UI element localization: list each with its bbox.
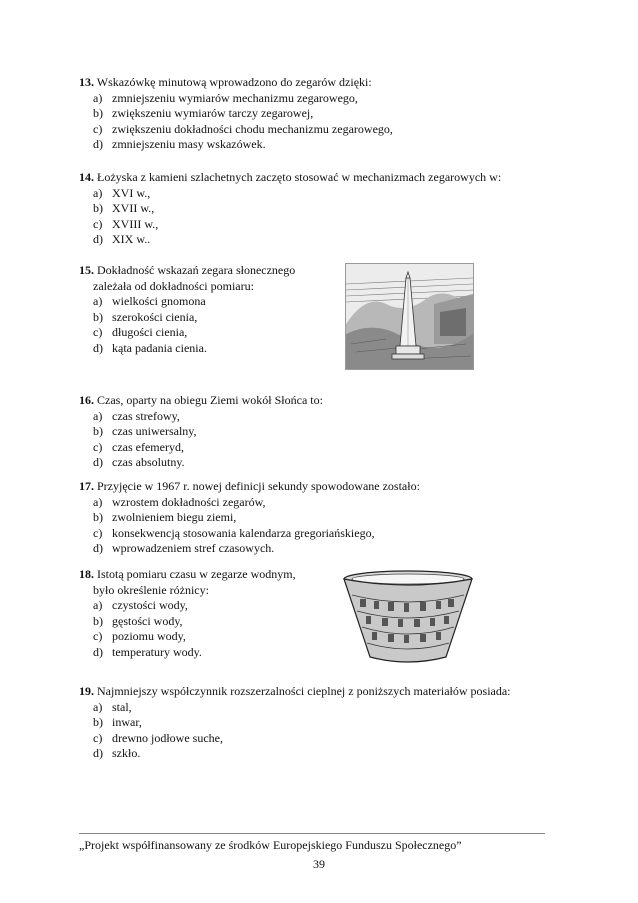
option-letter: a) [93,185,103,200]
question-19 [79,684,511,762]
page-number: 39 [313,857,325,871]
question-text [79,393,323,409]
option-b [79,715,511,731]
option-d [79,137,393,153]
option-a [79,598,296,614]
option-letter: a) [93,294,103,308]
option-letter: a) [93,90,103,105]
option-letter: d) [93,232,103,246]
question-text-continued: zależała od dokładności pomiaru: [93,278,254,293]
option-letter: a) [93,494,103,509]
option-letter: d) [93,644,103,659]
option-letter: c) [93,730,103,745]
question-number: 14. [79,170,94,184]
option-text: XVII w., [112,201,155,215]
question-16 [79,393,323,471]
question-prompt: Dokładność wskazań zegara słonecznego [97,263,296,277]
option-text: zwiększeniu dokładności chodu mechanizmu zegarowego, [112,121,393,136]
question-18 [79,567,296,660]
option-text: szkło. [112,746,141,760]
option-letter: c) [93,121,103,136]
option-letter: b) [93,613,103,628]
question-text [79,75,393,91]
option-text: drewno jodłowe suche, [112,730,223,745]
option-a [79,91,393,107]
option-c [79,526,420,542]
option-text: temperatury wody. [112,644,202,659]
option-letter: b) [93,510,103,524]
option-a [79,700,511,716]
option-d [79,541,420,557]
question-number: 18. [79,567,94,581]
option-text: czystości wody, [112,598,188,612]
question-number: 16. [79,393,94,407]
option-letter: a) [93,408,103,423]
option-letter: b) [93,715,103,729]
option-letter: c) [93,629,103,643]
question-text [79,479,420,495]
question-prompt: Łożyska z kamieni szlachetnych zaczęto stosować w mechanizmach zegarowych w: [97,170,502,184]
option-b [79,201,501,217]
option-d [79,232,501,248]
option-text: inwar, [112,715,142,729]
option-text: kąta padania cienia. [112,340,207,355]
sundial-obelisk-image [345,263,474,370]
question-text [79,567,296,583]
question-text [79,684,511,700]
option-text: czas strefowy, [112,408,180,423]
option-b [79,106,393,122]
option-a [79,409,323,425]
option-letter: b) [93,106,103,120]
question-prompt: Najmniejszy współczynnik rozszerzalności cieplnej z poniższych materiałów posiada: [97,684,511,698]
water-clock-image [340,567,477,667]
question-14 [79,170,501,248]
option-text: poziomu wody, [112,629,186,643]
option-a [79,495,420,511]
question-prompt: Czas, oparty na obiegu Ziemi wokół Słońca to: [97,393,323,407]
option-letter: d) [93,541,103,555]
water-clock-drawing [340,567,477,667]
option-text: długości cienia, [112,325,188,339]
question-text-continued: było określenie różnicy: [93,582,209,597]
option-d [79,746,511,762]
question-prompt: Wskazówkę minutową wprowadzono do zegarów dzięki: [96,75,372,89]
option-c [79,629,296,645]
option-c [79,731,511,747]
option-letter: d) [93,137,103,151]
option-letter: d) [93,746,103,760]
option-letter: c) [93,439,103,454]
question-prompt: Przyjęcie w 1967 r. nowej definicji sekundy spowodowane zostało: [97,479,420,493]
question-15 [79,263,295,356]
option-letter: d) [93,455,103,469]
option-text: zwolnieniem biegu ziemi, [112,510,237,524]
question-number: 13. [79,75,94,89]
option-c [79,122,393,138]
option-text: XVI w., [112,185,151,200]
option-c [79,325,295,341]
option-text: czas efemeryd, [112,439,184,454]
option-text: XVIII w., [112,216,159,231]
footer-text: „Projekt współfinansowany ze środków Europejskiego Funduszu Społecznego” [79,838,462,852]
option-d [79,645,296,661]
option-a [79,294,295,310]
option-b [79,424,323,440]
question-prompt: Istotą pomiaru czasu w zegarze wodnym, [97,567,296,581]
option-text: czas uniwersalny, [112,424,197,438]
option-text: zmniejszeniu masy wskazówek. [112,137,266,151]
question-17 [79,479,420,557]
question-number: 15. [79,263,94,277]
option-text: szerokości cienia, [112,309,198,324]
option-a [79,186,501,202]
option-letter: b) [93,309,103,324]
option-letter: c) [93,216,103,231]
option-letter: c) [93,325,103,339]
option-d [79,455,323,471]
option-text: wielkości gnomona [112,294,206,308]
question-number: 19. [79,684,94,698]
option-c [79,217,501,233]
sundial-obelisk-drawing [346,264,473,369]
question-13 [79,75,393,153]
option-b [79,510,420,526]
option-text: wzrostem dokładności zegarów, [112,494,266,509]
option-c [79,440,323,456]
footer-divider [79,833,545,834]
option-text: XIX w.. [112,232,151,246]
option-letter: a) [93,699,103,714]
option-letter: b) [93,201,103,215]
option-letter: b) [93,424,103,438]
option-text: gęstości wody, [112,613,183,628]
option-b [79,310,295,326]
option-d [79,341,295,357]
option-text: stal, [112,699,132,714]
option-text: wprowadzeniem stref czasowych. [112,541,275,555]
option-letter: a) [93,598,103,612]
question-text [79,170,501,186]
option-text: konsekwencją stosowania kalendarza gregoriańskiego, [112,525,375,540]
option-text: zmniejszeniu wymiarów mechanizmu zegarowego, [112,90,358,105]
option-text: czas absolutny. [112,455,185,469]
question-text [79,263,295,279]
option-letter: c) [93,525,103,540]
option-letter: d) [93,340,103,355]
question-number: 17. [79,479,94,493]
option-b [79,614,296,630]
option-text: zwiększeniu wymiarów tarczy zegarowej, [112,106,314,120]
